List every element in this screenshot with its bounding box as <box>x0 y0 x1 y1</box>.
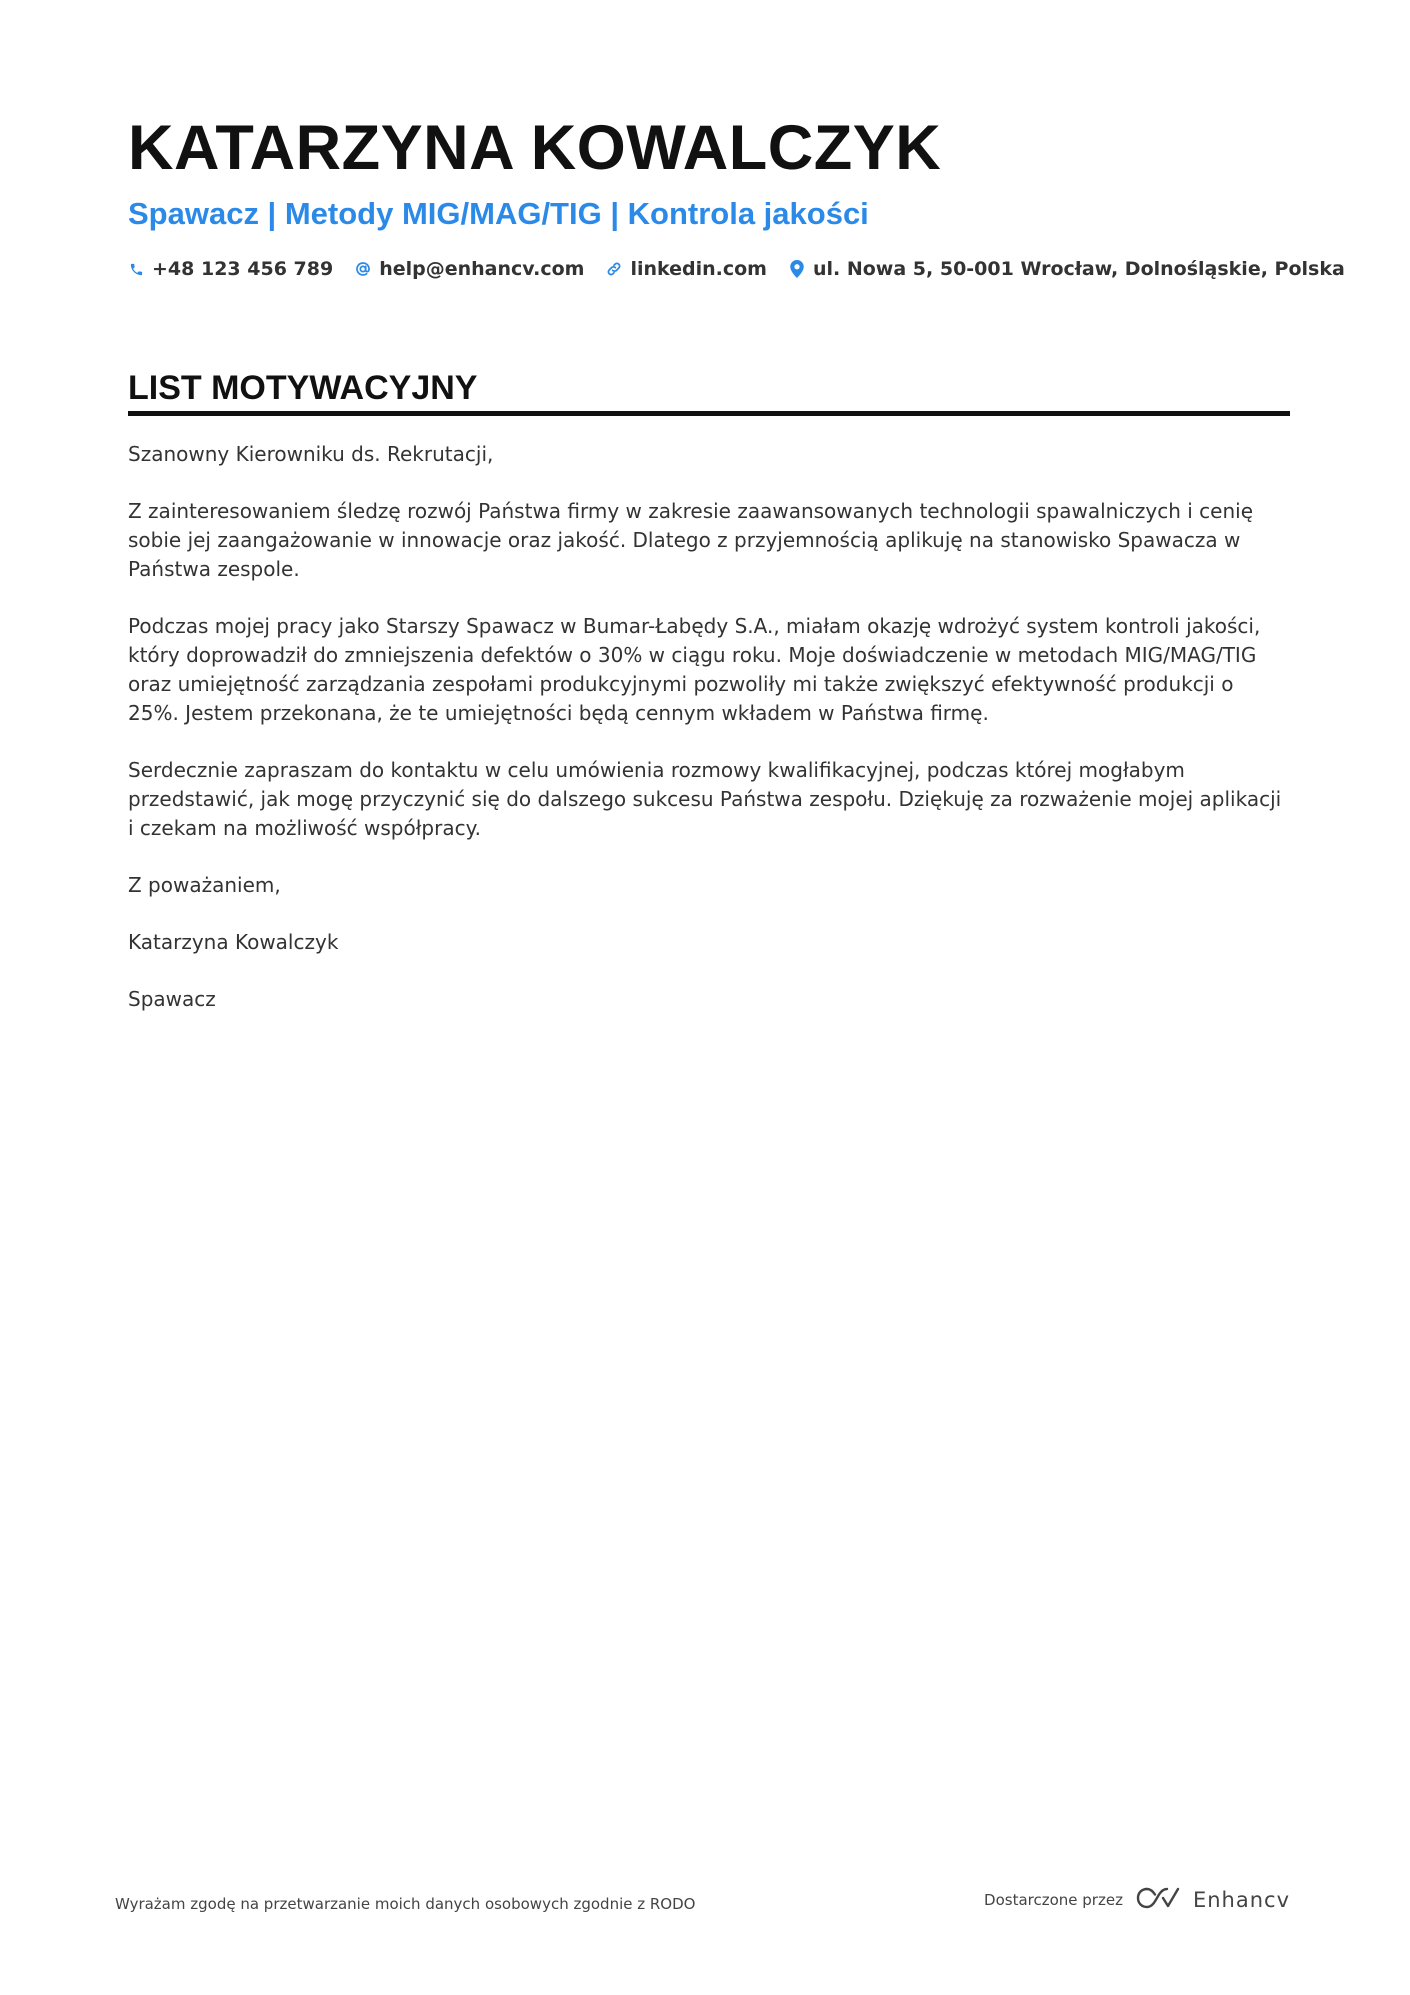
phone-icon <box>128 260 144 278</box>
contact-address <box>789 258 1345 280</box>
enhancv-logo-icon <box>1135 1885 1181 1915</box>
brand-name: Enhancv <box>1192 1888 1290 1912</box>
contact-address-text: ul. Nowa 5, 50-001 Wrocław, Dolnośląskie, Polska <box>812 258 1345 280</box>
letter-paragraph: Podczas mojej pracy jako Starszy Spawacz w Bumar-Łabędy S.A., miałam okazję wdrożyć system kontroli jakości, który doprowadził do zmniejszenia defektów o 30% w ciągu roku. Moje doświadczenie w metodach MIG/MAG/TIG oraz umiejętność zarządzania zespołami produkcyjnymi pozwoliły mi także zwiększyć efektywność produkcji o 25%. Jestem przekonana, że te umiejętności będą cennym wkładem w Państwa firmę. <box>128 614 1261 725</box>
contact-email[interactable] <box>355 258 584 280</box>
provided-by-label: Dostarczone przez <box>984 1891 1123 1909</box>
contact-linkedin[interactable] <box>606 258 767 280</box>
footer-branding[interactable] <box>984 1885 1290 1915</box>
candidate-name: KATARZYNA KOWALCZYK <box>128 113 942 183</box>
letter-paragraph: Serdecznie zapraszam do kontaktu w celu umówienia rozmowy kwalifikacyjnej, podczas której mogłabym przedstawić, jak mogę przyczynić się do dalszego sukcesu Państwa zespołu. Dziękuję za rozważenie mojej aplikacji i czekam na możliwość współpracy. <box>128 758 1282 840</box>
contact-phone[interactable] <box>128 258 333 280</box>
gdpr-consent: Wyrażam zgodę na przetwarzanie moich danych osobowych zgodnie z RODO <box>115 1895 696 1913</box>
at-icon <box>355 260 371 278</box>
link-icon <box>606 260 622 278</box>
signature-title: Spawacz <box>128 987 216 1011</box>
section-title: LIST MOTYWACYJNY <box>128 369 478 407</box>
contact-email-text: help@enhancv.com <box>379 258 585 280</box>
signature-name: Katarzyna Kowalczyk <box>128 930 339 954</box>
section-divider <box>128 411 1290 416</box>
letter-closing: Z poważaniem, <box>128 873 281 897</box>
headline: Spawacz | Metody MIG/MAG/TIG | Kontrola jakości <box>128 196 869 231</box>
letter-greeting: Szanowny Kierowniku ds. Rekrutacji, <box>128 442 494 466</box>
contact-phone-text: +48 123 456 789 <box>152 258 334 280</box>
letter-paragraph: Z zainteresowaniem śledzę rozwój Państwa firmy w zakresie zaawansowanych technologii spawalniczych i cenię sobie jej zaangażowanie w innowacje oraz jakość. Dlatego z przyjemnością aplikuję na stanowisko Spawacza w Państwa zespole. <box>128 499 1254 581</box>
location-pin-icon <box>789 260 805 278</box>
contact-bar <box>128 258 1345 280</box>
contact-linkedin-text: linkedin.com <box>630 258 767 280</box>
header <box>128 110 1345 280</box>
letter-body <box>128 440 1290 1042</box>
